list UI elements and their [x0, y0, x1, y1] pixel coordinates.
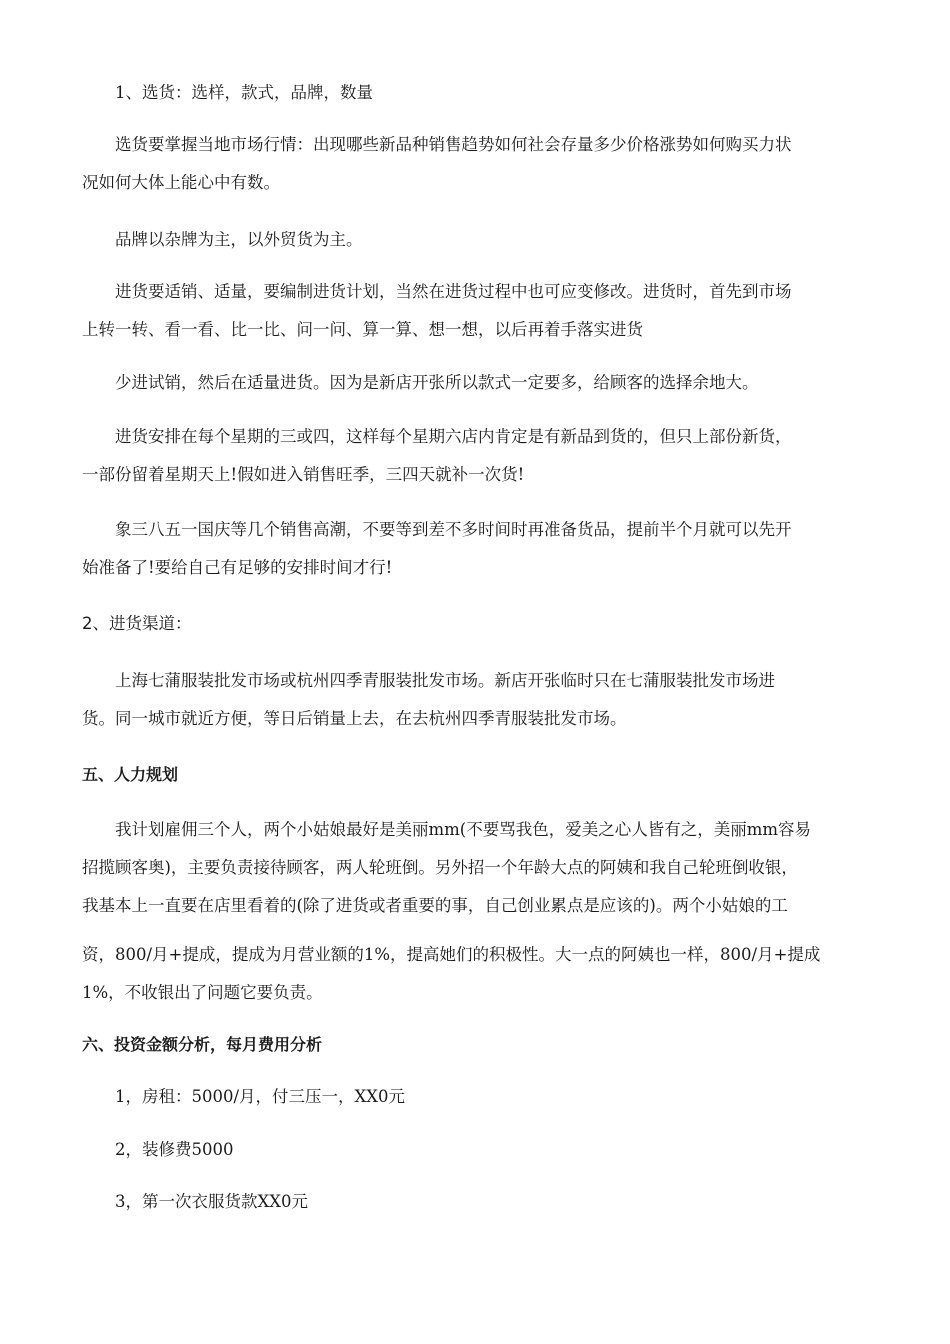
- paragraph-line: 品牌以杂牌为主，以外贸货为主。: [115, 230, 363, 249]
- paragraph-line: 招揽顾客奥)，主要负责接待顾客，两人轮班倒。另外招一个年龄大点的阿姨和我自己轮班倒收银，: [82, 858, 798, 877]
- paragraph-line: 货。同一城市就近方便，等日后销量上去，在去杭州四季青服装批发市场。: [82, 709, 627, 728]
- paragraph-line: 我基本上一直要在店里看着的(除了进货或者重要的事，自己创业累点是应该的)。两个小姑娘的工: [82, 896, 788, 915]
- paragraph-line: 上转一转、看一看、比一比、问一问、算一算、想一想，以后再着手落实进货: [82, 320, 643, 339]
- item-2-channels: 2、进货渠道：: [82, 614, 192, 633]
- paragraph-line: 我计划雇佣三个人，两个小姑娘最好是美丽mm(不要骂我色，爱美之心人皆有之，美丽mm容易: [115, 820, 812, 839]
- paragraph-line: 进货安排在每个星期的三或四，这样每个星期六店内肯定是有新品到货的，但只上部份新货，: [115, 427, 792, 446]
- list-item: 1，房租：5000/月，付三压一，XX0元: [115, 1087, 406, 1106]
- paragraph-line: 始准备了!要给自己有足够的安排时间才行!: [82, 558, 393, 577]
- paragraph-line: 一部份留着星期天上!假如进入销售旺季，三四天就补一次货!: [82, 465, 525, 484]
- list-item: 2，装修费5000: [115, 1140, 234, 1159]
- paragraph-line: 选货要掌握当地市场行情：出现哪些新品种销售趋势如何社会存量多少价格涨势如何购买力状: [115, 135, 792, 154]
- paragraph-line: 上海七蒲服装批发市场或杭州四季青服装批发市场。新店开张临时只在七蒲服装批发市场进: [115, 671, 775, 690]
- paragraph-line: 资，800/月+提成，提成为月营业额的1%，提高她们的积极性。大一点的阿姨也一样，800/月+提成: [82, 945, 821, 964]
- paragraph-line: 1%，不收银出了问题它要负责。: [82, 983, 323, 1002]
- paragraph-line: 象三八五一国庆等几个销售高潮，不要等到差不多时间时再准备货品，提前半个月就可以先开: [115, 520, 792, 539]
- paragraph-line: 进货要适销、适量，要编制进货计划，当然在进货过程中也可应变修改。进货时，首先到市场: [115, 282, 792, 301]
- list-item: 3，第一次衣服货款XX0元: [115, 1192, 308, 1211]
- section-heading-investment: 六、投资金额分析，每月费用分析: [82, 1035, 323, 1054]
- section-heading-staffing: 五、人力规划: [82, 765, 179, 784]
- paragraph-line: 少进试销，然后在适量进货。因为是新店开张所以款式一定要多，给顾客的选择余地大。: [115, 373, 759, 392]
- item-1-selection: 1、选货：选样，款式，品牌，数量: [115, 83, 373, 102]
- paragraph-line: 况如何大体上能心中有数。: [82, 173, 280, 192]
